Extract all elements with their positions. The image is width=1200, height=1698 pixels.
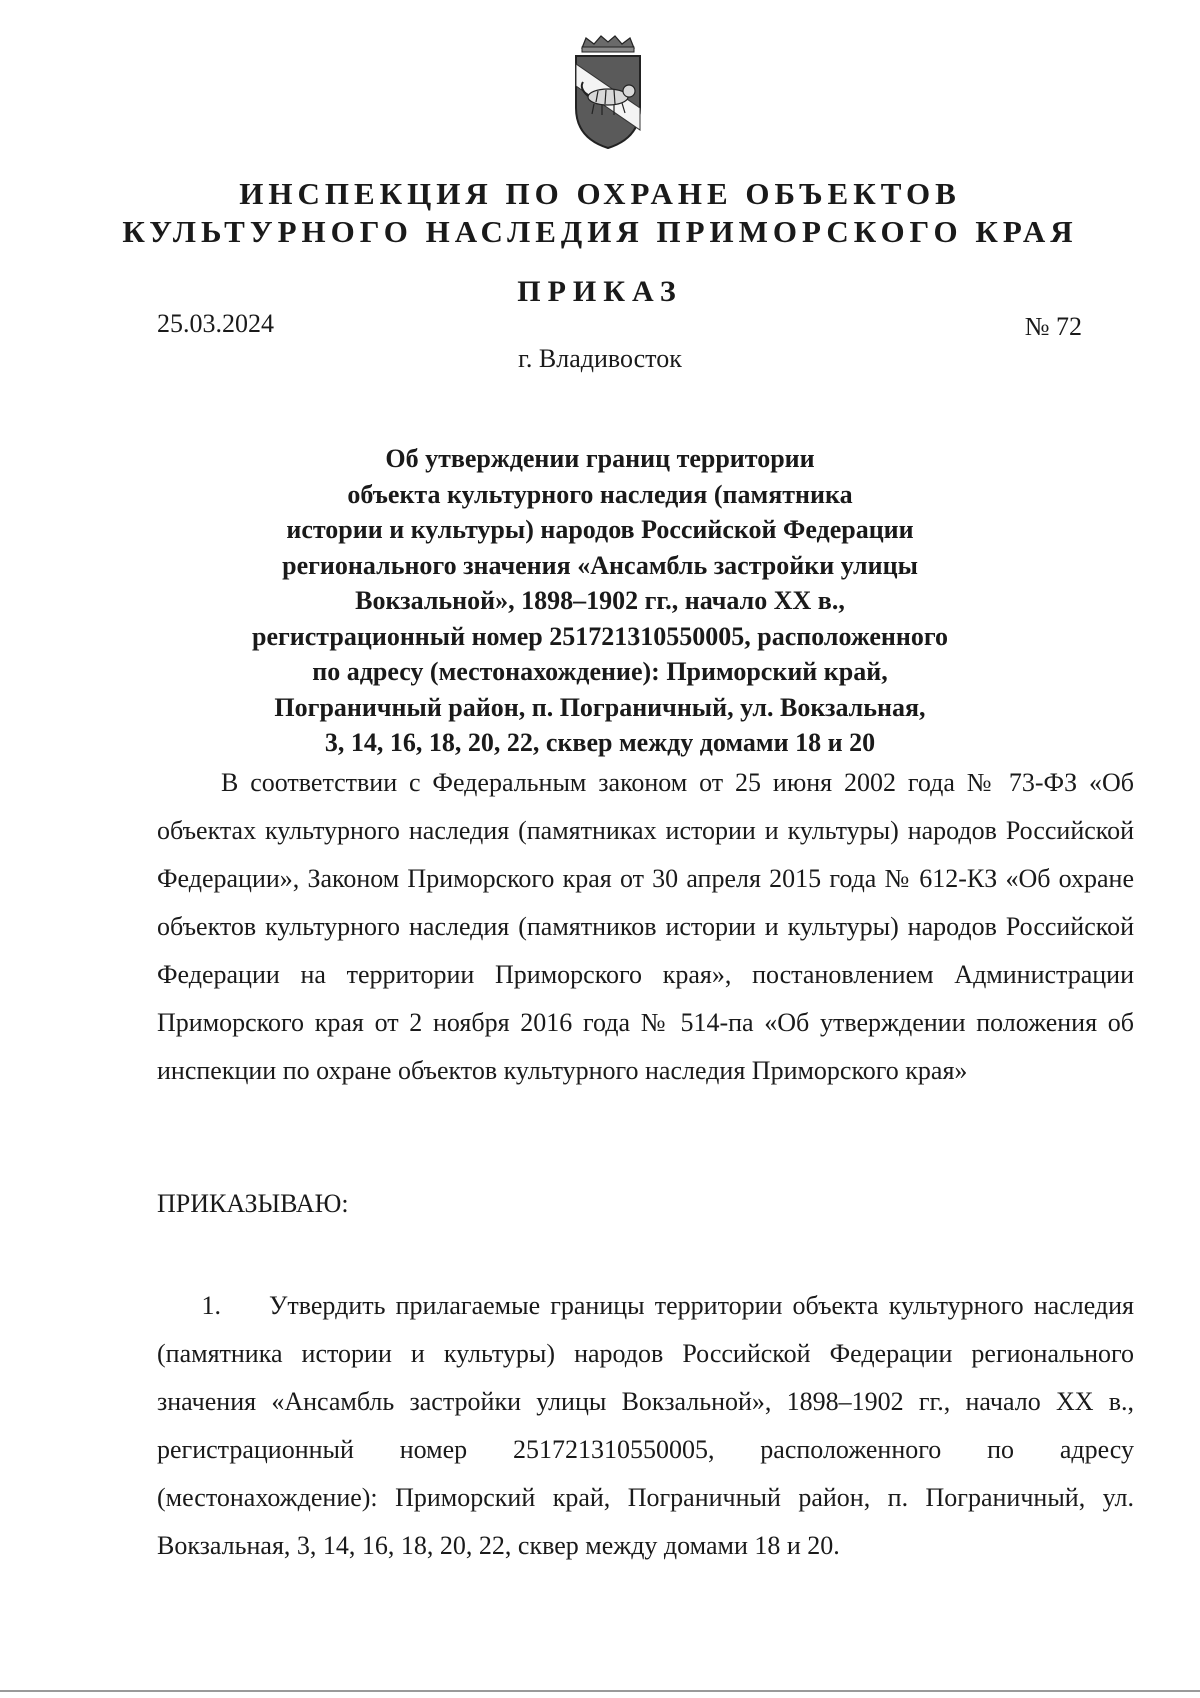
order-directive: ПРИКАЗЫВАЮ: — [157, 1189, 349, 1218]
page-bottom-divider — [0, 1690, 1200, 1692]
document-type: ПРИКАЗ — [517, 275, 683, 308]
coat-of-arms-icon — [568, 34, 648, 152]
title-line: Пограничный район, п. Пограничный, ул. Вокзальная, — [274, 692, 926, 722]
document-number: № 72 — [1024, 312, 1082, 341]
title-line: 3, 14, 16, 18, 20, 22, сквер между домами 18 и 20 — [324, 728, 876, 757]
title-line: истории и культуры) народов Российской Федерации — [286, 515, 914, 544]
document-city: г. Владивосток — [518, 344, 682, 373]
title-line: регистрационный номер 251721310550005, расположенного — [251, 621, 949, 651]
document-date: 25.03.2024 — [157, 309, 274, 338]
organization-name-line-1: ИНСПЕКЦИЯ ПО ОХРАНЕ ОБЪЕКТОВ — [239, 176, 961, 211]
order-item — [157, 1282, 1134, 1570]
order-item-number: 1. — [201, 1291, 221, 1320]
organization-name-line-2: КУЛЬТУРНОГО НАСЛЕДИЯ ПРИМОРСКОГО КРАЯ — [122, 214, 1078, 249]
title-line: регионального значения «Ансамбль застройки улицы — [282, 550, 918, 580]
title-line: объекта культурного наследия (памятника — [347, 479, 853, 509]
preamble-paragraph: В соответствии с Федеральным законом от 25 июня 2002 года № 73-ФЗ «Об объектах культурного наследия (памятниках истории и культуры) народов Российской Федерации», Законом Приморского края от 30 апреля 2015 года № 612-КЗ «Об охране объектов культурного наследия (памятников истории и культуры) народов Российской Федерации на территории Приморского края», постановлением Администрации Приморского края от 2 ноября 2016 года № 514-па «Об утверждении положения об инспекции по охране объектов культурного наследия Приморского края» — [157, 768, 1134, 1085]
document-title — [180, 441, 1020, 761]
title-line: Вокзальной», 1898–1902 гг., начало XX в., — [355, 586, 845, 615]
title-line: по адресу (местонахождение): Приморский край, — [312, 657, 888, 686]
order-item-text: Утвердить прилагаемые границы территории объекта культурного наследия (памятника истории и культуры) народов Российской Федерации регионального значения «Ансамбль застройки улицы Вокзальной», 1898–1902 гг., начало XX в., регистрационный номер 251721310550005, расположенного по адресу (местонахождение): Приморский край, Пограничный район, п. Пограничный, ул. Вокзальная, 3, 14, 16, 18, 20, 22, сквер между домами 18 и 20. — [157, 1291, 1134, 1560]
title-line: Об утверждении границ территории — [385, 444, 815, 473]
